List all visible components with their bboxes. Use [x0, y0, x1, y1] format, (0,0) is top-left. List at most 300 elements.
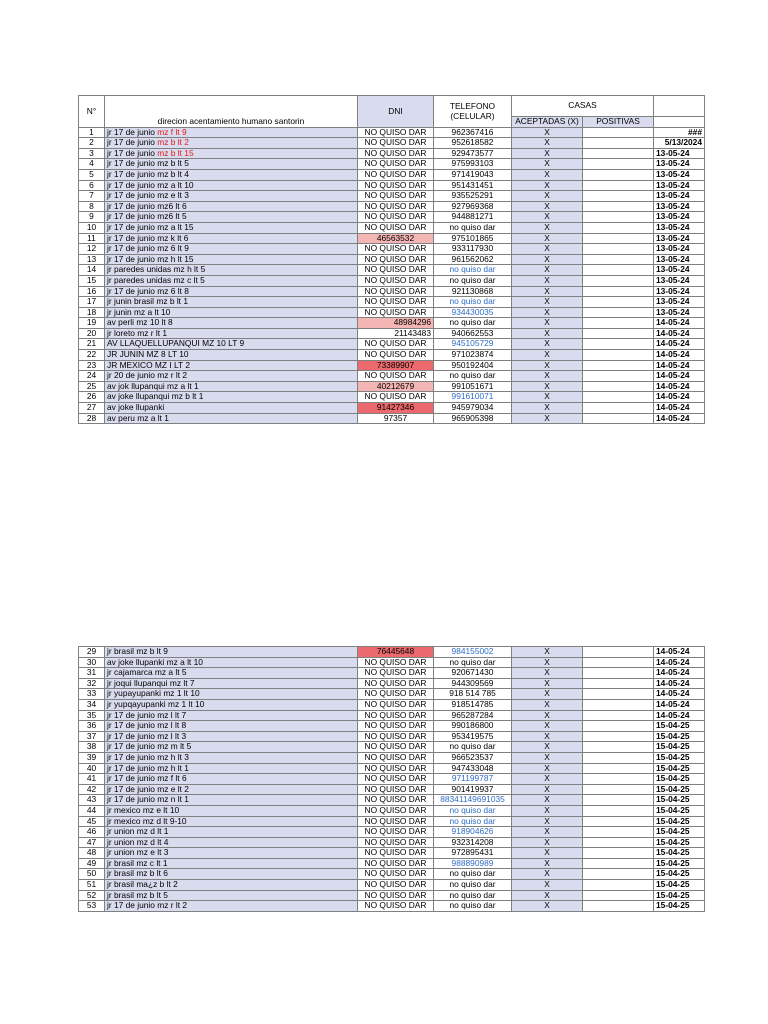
date-cell[interactable]: 15-04-25: [654, 901, 705, 912]
accepted-cell[interactable]: X: [512, 127, 583, 138]
positive-cell[interactable]: [583, 286, 654, 297]
positive-cell[interactable]: [583, 721, 654, 732]
positive-cell[interactable]: [583, 763, 654, 774]
date-cell[interactable]: 15-04-25: [654, 890, 705, 901]
positive-cell[interactable]: [583, 339, 654, 350]
phone-cell[interactable]: no quiso dar: [434, 816, 512, 827]
positive-cell[interactable]: [583, 392, 654, 403]
phone-cell[interactable]: no quiso dar: [434, 275, 512, 286]
phone-cell[interactable]: no quiso dar: [434, 901, 512, 912]
phone-cell[interactable]: no quiso dar: [434, 657, 512, 668]
accepted-cell[interactable]: X: [512, 689, 583, 700]
positive-cell[interactable]: [583, 307, 654, 318]
row-number-cell[interactable]: 17: [79, 297, 105, 308]
dni-cell[interactable]: NO QUISO DAR: [358, 138, 434, 149]
date-cell[interactable]: 15-04-25: [654, 721, 705, 732]
date-cell[interactable]: 13-05-24: [654, 222, 705, 233]
positive-cell[interactable]: [583, 710, 654, 721]
dni-cell[interactable]: 91427346: [358, 403, 434, 414]
phone-cell[interactable]: 935525291: [434, 191, 512, 202]
phone-cell[interactable]: no quiso dar: [434, 805, 512, 816]
address-cell[interactable]: [105, 180, 358, 191]
date-cell[interactable]: 15-04-25: [654, 848, 705, 859]
address-cell[interactable]: [105, 265, 358, 276]
row-number-cell[interactable]: 40: [79, 763, 105, 774]
date-cell[interactable]: 13-05-24: [654, 169, 705, 180]
date-cell[interactable]: 15-04-25: [654, 837, 705, 848]
accepted-cell[interactable]: X: [512, 710, 583, 721]
address-cell[interactable]: [105, 381, 358, 392]
date-cell[interactable]: 14-05-24: [654, 381, 705, 392]
row-number-cell[interactable]: 3: [79, 148, 105, 159]
dni-cell[interactable]: NO QUISO DAR: [358, 307, 434, 318]
row-number-cell[interactable]: 43: [79, 795, 105, 806]
phone-cell[interactable]: 984155002: [434, 647, 512, 658]
positive-cell[interactable]: [583, 795, 654, 806]
positive-cell[interactable]: [583, 816, 654, 827]
accepted-cell[interactable]: X: [512, 699, 583, 710]
positive-cell[interactable]: [583, 848, 654, 859]
phone-cell[interactable]: 944881271: [434, 212, 512, 223]
row-number-cell[interactable]: 21: [79, 339, 105, 350]
phone-cell[interactable]: 934430035: [434, 307, 512, 318]
date-cell[interactable]: 15-04-25: [654, 869, 705, 880]
dni-cell[interactable]: NO QUISO DAR: [358, 699, 434, 710]
accepted-cell[interactable]: X: [512, 148, 583, 159]
dni-cell[interactable]: NO QUISO DAR: [358, 763, 434, 774]
address-cell[interactable]: [105, 763, 358, 774]
dni-cell[interactable]: NO QUISO DAR: [358, 731, 434, 742]
dni-cell[interactable]: NO QUISO DAR: [358, 169, 434, 180]
dni-cell[interactable]: NO QUISO DAR: [358, 350, 434, 361]
address-cell[interactable]: [105, 869, 358, 880]
date-cell[interactable]: 14-05-24: [654, 689, 705, 700]
date-cell[interactable]: 13-05-24: [654, 148, 705, 159]
address-cell[interactable]: [105, 212, 358, 223]
phone-cell[interactable]: 975993103: [434, 159, 512, 170]
phone-cell[interactable]: no quiso dar: [434, 869, 512, 880]
row-number-cell[interactable]: 39: [79, 752, 105, 763]
accepted-cell[interactable]: X: [512, 180, 583, 191]
positive-cell[interactable]: [583, 774, 654, 785]
row-number-cell[interactable]: 14: [79, 265, 105, 276]
positive-cell[interactable]: [583, 880, 654, 891]
row-number-cell[interactable]: 35: [79, 710, 105, 721]
dni-cell[interactable]: NO QUISO DAR: [358, 848, 434, 859]
accepted-cell[interactable]: X: [512, 138, 583, 149]
dni-cell[interactable]: NO QUISO DAR: [358, 275, 434, 286]
date-cell[interactable]: 14-05-24: [654, 360, 705, 371]
positive-cell[interactable]: [583, 668, 654, 679]
dni-cell[interactable]: NO QUISO DAR: [358, 805, 434, 816]
positive-cell[interactable]: [583, 148, 654, 159]
address-cell[interactable]: [105, 880, 358, 891]
phone-cell[interactable]: 953419575: [434, 731, 512, 742]
positive-cell[interactable]: [583, 159, 654, 170]
row-number-cell[interactable]: 7: [79, 191, 105, 202]
accepted-cell[interactable]: X: [512, 265, 583, 276]
accepted-cell[interactable]: X: [512, 254, 583, 265]
date-cell[interactable]: 15-04-25: [654, 795, 705, 806]
address-cell[interactable]: [105, 858, 358, 869]
date-cell[interactable]: 14-05-24: [654, 413, 705, 424]
dni-cell[interactable]: NO QUISO DAR: [358, 869, 434, 880]
accepted-cell[interactable]: X: [512, 774, 583, 785]
accepted-cell[interactable]: X: [512, 848, 583, 859]
date-cell[interactable]: 14-05-24: [654, 328, 705, 339]
address-cell[interactable]: [105, 837, 358, 848]
row-number-cell[interactable]: 25: [79, 381, 105, 392]
accepted-cell[interactable]: X: [512, 647, 583, 658]
address-cell[interactable]: [105, 233, 358, 244]
phone-cell[interactable]: 918 514 785: [434, 689, 512, 700]
accepted-cell[interactable]: X: [512, 784, 583, 795]
row-number-cell[interactable]: 36: [79, 721, 105, 732]
row-number-cell[interactable]: 24: [79, 371, 105, 382]
address-cell[interactable]: [105, 148, 358, 159]
dni-cell[interactable]: 40212679: [358, 381, 434, 392]
date-cell[interactable]: 13-05-24: [654, 244, 705, 255]
dni-cell[interactable]: NO QUISO DAR: [358, 678, 434, 689]
row-number-cell[interactable]: 1: [79, 127, 105, 138]
phone-cell[interactable]: 975101865: [434, 233, 512, 244]
positive-cell[interactable]: [583, 752, 654, 763]
dni-cell[interactable]: NO QUISO DAR: [358, 180, 434, 191]
positive-cell[interactable]: [583, 180, 654, 191]
address-cell[interactable]: [105, 827, 358, 838]
accepted-cell[interactable]: X: [512, 890, 583, 901]
positive-cell[interactable]: [583, 138, 654, 149]
phone-cell[interactable]: 965905398: [434, 413, 512, 424]
accepted-cell[interactable]: X: [512, 339, 583, 350]
phone-cell[interactable]: 918904626: [434, 827, 512, 838]
accepted-cell[interactable]: X: [512, 371, 583, 382]
address-cell[interactable]: [105, 201, 358, 212]
dni-cell[interactable]: 73389907: [358, 360, 434, 371]
address-cell[interactable]: [105, 710, 358, 721]
positive-cell[interactable]: [583, 890, 654, 901]
dni-cell[interactable]: NO QUISO DAR: [358, 254, 434, 265]
row-number-cell[interactable]: 37: [79, 731, 105, 742]
address-cell[interactable]: [105, 191, 358, 202]
address-cell[interactable]: [105, 752, 358, 763]
dni-cell[interactable]: NO QUISO DAR: [358, 742, 434, 753]
accepted-cell[interactable]: X: [512, 752, 583, 763]
date-cell[interactable]: 13-05-24: [654, 275, 705, 286]
row-number-cell[interactable]: 8: [79, 201, 105, 212]
row-number-cell[interactable]: 53: [79, 901, 105, 912]
address-cell[interactable]: [105, 275, 358, 286]
phone-cell[interactable]: no quiso dar: [434, 880, 512, 891]
positive-cell[interactable]: [583, 858, 654, 869]
dni-cell[interactable]: NO QUISO DAR: [358, 159, 434, 170]
positive-cell[interactable]: [583, 222, 654, 233]
row-number-cell[interactable]: 19: [79, 318, 105, 329]
phone-cell[interactable]: no quiso dar: [434, 890, 512, 901]
row-number-cell[interactable]: 44: [79, 805, 105, 816]
phone-cell[interactable]: 945105729: [434, 339, 512, 350]
accepted-cell[interactable]: X: [512, 668, 583, 679]
address-cell[interactable]: [105, 795, 358, 806]
phone-cell[interactable]: 940662553: [434, 328, 512, 339]
address-cell[interactable]: [105, 403, 358, 414]
date-cell[interactable]: 13-05-24: [654, 180, 705, 191]
phone-cell[interactable]: 944309569: [434, 678, 512, 689]
row-number-cell[interactable]: 2: [79, 138, 105, 149]
accepted-cell[interactable]: X: [512, 360, 583, 371]
positive-cell[interactable]: [583, 371, 654, 382]
address-cell[interactable]: [105, 360, 358, 371]
positive-cell[interactable]: [583, 212, 654, 223]
accepted-cell[interactable]: X: [512, 275, 583, 286]
accepted-cell[interactable]: X: [512, 381, 583, 392]
address-cell[interactable]: [105, 159, 358, 170]
date-cell[interactable]: 15-04-25: [654, 858, 705, 869]
row-number-cell[interactable]: 18: [79, 307, 105, 318]
phone-cell[interactable]: 961562062: [434, 254, 512, 265]
dni-cell[interactable]: NO QUISO DAR: [358, 880, 434, 891]
date-cell[interactable]: 13-05-24: [654, 307, 705, 318]
date-cell[interactable]: 14-05-24: [654, 350, 705, 361]
date-cell[interactable]: 15-04-25: [654, 784, 705, 795]
date-cell[interactable]: 14-05-24: [654, 392, 705, 403]
address-cell[interactable]: [105, 413, 358, 424]
address-cell[interactable]: [105, 678, 358, 689]
row-number-cell[interactable]: 6: [79, 180, 105, 191]
accepted-cell[interactable]: X: [512, 403, 583, 414]
date-cell[interactable]: 5/13/2024: [654, 138, 705, 149]
positive-cell[interactable]: [583, 254, 654, 265]
date-cell[interactable]: 13-05-24: [654, 201, 705, 212]
phone-cell[interactable]: 966523537: [434, 752, 512, 763]
date-cell[interactable]: 13-05-24: [654, 159, 705, 170]
date-cell[interactable]: 15-04-25: [654, 731, 705, 742]
phone-cell[interactable]: 933117930: [434, 244, 512, 255]
phone-cell[interactable]: 947433048: [434, 763, 512, 774]
row-number-cell[interactable]: 42: [79, 784, 105, 795]
address-cell[interactable]: [105, 721, 358, 732]
address-cell[interactable]: [105, 286, 358, 297]
address-cell[interactable]: [105, 318, 358, 329]
dni-cell[interactable]: NO QUISO DAR: [358, 201, 434, 212]
row-number-cell[interactable]: 31: [79, 668, 105, 679]
dni-cell[interactable]: NO QUISO DAR: [358, 127, 434, 138]
accepted-cell[interactable]: X: [512, 159, 583, 170]
address-cell[interactable]: [105, 668, 358, 679]
address-cell[interactable]: [105, 689, 358, 700]
dni-cell[interactable]: NO QUISO DAR: [358, 392, 434, 403]
date-cell[interactable]: 13-05-24: [654, 212, 705, 223]
dni-cell[interactable]: NO QUISO DAR: [358, 837, 434, 848]
positive-cell[interactable]: [583, 731, 654, 742]
phone-cell[interactable]: 88341149691035: [434, 795, 512, 806]
accepted-cell[interactable]: X: [512, 222, 583, 233]
accepted-cell[interactable]: X: [512, 721, 583, 732]
accepted-cell[interactable]: X: [512, 212, 583, 223]
accepted-cell[interactable]: X: [512, 901, 583, 912]
dni-cell[interactable]: NO QUISO DAR: [358, 371, 434, 382]
row-number-cell[interactable]: 49: [79, 858, 105, 869]
accepted-cell[interactable]: X: [512, 233, 583, 244]
date-cell[interactable]: 13-05-24: [654, 286, 705, 297]
accepted-cell[interactable]: X: [512, 657, 583, 668]
address-cell[interactable]: [105, 890, 358, 901]
date-cell[interactable]: 14-05-24: [654, 678, 705, 689]
date-cell[interactable]: 14-05-24: [654, 318, 705, 329]
positive-cell[interactable]: [583, 869, 654, 880]
positive-cell[interactable]: [583, 689, 654, 700]
accepted-cell[interactable]: X: [512, 307, 583, 318]
date-cell[interactable]: 15-04-25: [654, 816, 705, 827]
phone-cell[interactable]: 929473577: [434, 148, 512, 159]
phone-cell[interactable]: no quiso dar: [434, 371, 512, 382]
positive-cell[interactable]: [583, 784, 654, 795]
positive-cell[interactable]: [583, 297, 654, 308]
row-number-cell[interactable]: 34: [79, 699, 105, 710]
row-number-cell[interactable]: 30: [79, 657, 105, 668]
phone-cell[interactable]: 971419043: [434, 169, 512, 180]
positive-cell[interactable]: [583, 127, 654, 138]
row-number-cell[interactable]: 47: [79, 837, 105, 848]
row-number-cell[interactable]: 41: [79, 774, 105, 785]
date-cell[interactable]: 14-05-24: [654, 699, 705, 710]
phone-cell[interactable]: no quiso dar: [434, 297, 512, 308]
dni-cell[interactable]: NO QUISO DAR: [358, 774, 434, 785]
positive-cell[interactable]: [583, 647, 654, 658]
row-number-cell[interactable]: 15: [79, 275, 105, 286]
positive-cell[interactable]: [583, 699, 654, 710]
date-cell[interactable]: 14-05-24: [654, 403, 705, 414]
accepted-cell[interactable]: X: [512, 805, 583, 816]
address-cell[interactable]: [105, 901, 358, 912]
address-cell[interactable]: [105, 647, 358, 658]
date-cell[interactable]: 14-05-24: [654, 657, 705, 668]
address-cell[interactable]: [105, 371, 358, 382]
row-number-cell[interactable]: 27: [79, 403, 105, 414]
address-cell[interactable]: [105, 244, 358, 255]
row-number-cell[interactable]: 29: [79, 647, 105, 658]
address-cell[interactable]: [105, 774, 358, 785]
dni-cell[interactable]: NO QUISO DAR: [358, 339, 434, 350]
dni-cell[interactable]: NO QUISO DAR: [358, 657, 434, 668]
phone-cell[interactable]: 972895431: [434, 848, 512, 859]
dni-cell[interactable]: 76445648: [358, 647, 434, 658]
row-number-cell[interactable]: 51: [79, 880, 105, 891]
accepted-cell[interactable]: X: [512, 191, 583, 202]
address-cell[interactable]: [105, 127, 358, 138]
positive-cell[interactable]: [583, 403, 654, 414]
dni-cell[interactable]: NO QUISO DAR: [358, 689, 434, 700]
accepted-cell[interactable]: X: [512, 201, 583, 212]
address-cell[interactable]: [105, 805, 358, 816]
date-cell[interactable]: 14-05-24: [654, 710, 705, 721]
row-number-cell[interactable]: 52: [79, 890, 105, 901]
address-cell[interactable]: [105, 816, 358, 827]
address-cell[interactable]: [105, 699, 358, 710]
accepted-cell[interactable]: X: [512, 297, 583, 308]
date-cell[interactable]: 13-05-24: [654, 233, 705, 244]
positive-cell[interactable]: [583, 265, 654, 276]
row-number-cell[interactable]: 45: [79, 816, 105, 827]
positive-cell[interactable]: [583, 350, 654, 361]
row-number-cell[interactable]: 28: [79, 413, 105, 424]
date-cell[interactable]: 15-04-25: [654, 752, 705, 763]
date-cell[interactable]: 13-05-24: [654, 265, 705, 276]
row-number-cell[interactable]: 26: [79, 392, 105, 403]
phone-cell[interactable]: 927969368: [434, 201, 512, 212]
row-number-cell[interactable]: 13: [79, 254, 105, 265]
address-cell[interactable]: [105, 138, 358, 149]
row-number-cell[interactable]: 48: [79, 848, 105, 859]
accepted-cell[interactable]: X: [512, 763, 583, 774]
address-cell[interactable]: [105, 350, 358, 361]
row-number-cell[interactable]: 11: [79, 233, 105, 244]
positive-cell[interactable]: [583, 742, 654, 753]
positive-cell[interactable]: [583, 275, 654, 286]
row-number-cell[interactable]: 33: [79, 689, 105, 700]
dni-cell[interactable]: NO QUISO DAR: [358, 721, 434, 732]
dni-cell[interactable]: NO QUISO DAR: [358, 752, 434, 763]
address-cell[interactable]: [105, 784, 358, 795]
row-number-cell[interactable]: 16: [79, 286, 105, 297]
positive-cell[interactable]: [583, 413, 654, 424]
phone-cell[interactable]: 918514785: [434, 699, 512, 710]
address-cell[interactable]: [105, 297, 358, 308]
phone-cell[interactable]: 920671430: [434, 668, 512, 679]
positive-cell[interactable]: [583, 827, 654, 838]
accepted-cell[interactable]: X: [512, 837, 583, 848]
accepted-cell[interactable]: X: [512, 392, 583, 403]
date-cell[interactable]: 15-04-25: [654, 880, 705, 891]
phone-cell[interactable]: no quiso dar: [434, 265, 512, 276]
dni-cell[interactable]: NO QUISO DAR: [358, 784, 434, 795]
date-cell[interactable]: 14-05-24: [654, 339, 705, 350]
phone-cell[interactable]: 901419937: [434, 784, 512, 795]
date-cell[interactable]: 15-04-25: [654, 774, 705, 785]
accepted-cell[interactable]: X: [512, 858, 583, 869]
dni-cell[interactable]: NO QUISO DAR: [358, 795, 434, 806]
row-number-cell[interactable]: 22: [79, 350, 105, 361]
row-number-cell[interactable]: 5: [79, 169, 105, 180]
address-cell[interactable]: [105, 848, 358, 859]
dni-cell[interactable]: NO QUISO DAR: [358, 297, 434, 308]
accepted-cell[interactable]: X: [512, 827, 583, 838]
dni-cell[interactable]: NO QUISO DAR: [358, 244, 434, 255]
row-number-cell[interactable]: 23: [79, 360, 105, 371]
dni-cell[interactable]: NO QUISO DAR: [358, 858, 434, 869]
dni-cell[interactable]: 21143483: [358, 328, 434, 339]
positive-cell[interactable]: [583, 805, 654, 816]
dni-cell[interactable]: NO QUISO DAR: [358, 265, 434, 276]
row-number-cell[interactable]: 4: [79, 159, 105, 170]
phone-cell[interactable]: 990186800: [434, 721, 512, 732]
phone-cell[interactable]: 962367416: [434, 127, 512, 138]
dni-cell[interactable]: NO QUISO DAR: [358, 890, 434, 901]
dni-cell[interactable]: 46563532: [358, 233, 434, 244]
date-cell[interactable]: 13-05-24: [654, 297, 705, 308]
accepted-cell[interactable]: X: [512, 328, 583, 339]
dni-cell[interactable]: NO QUISO DAR: [358, 901, 434, 912]
dni-cell[interactable]: 97357: [358, 413, 434, 424]
date-cell[interactable]: 15-04-25: [654, 742, 705, 753]
positive-cell[interactable]: [583, 657, 654, 668]
accepted-cell[interactable]: X: [512, 286, 583, 297]
dni-cell[interactable]: NO QUISO DAR: [358, 222, 434, 233]
row-number-cell[interactable]: 50: [79, 869, 105, 880]
phone-cell[interactable]: no quiso dar: [434, 222, 512, 233]
date-cell[interactable]: 13-05-24: [654, 191, 705, 202]
row-number-cell[interactable]: 12: [79, 244, 105, 255]
